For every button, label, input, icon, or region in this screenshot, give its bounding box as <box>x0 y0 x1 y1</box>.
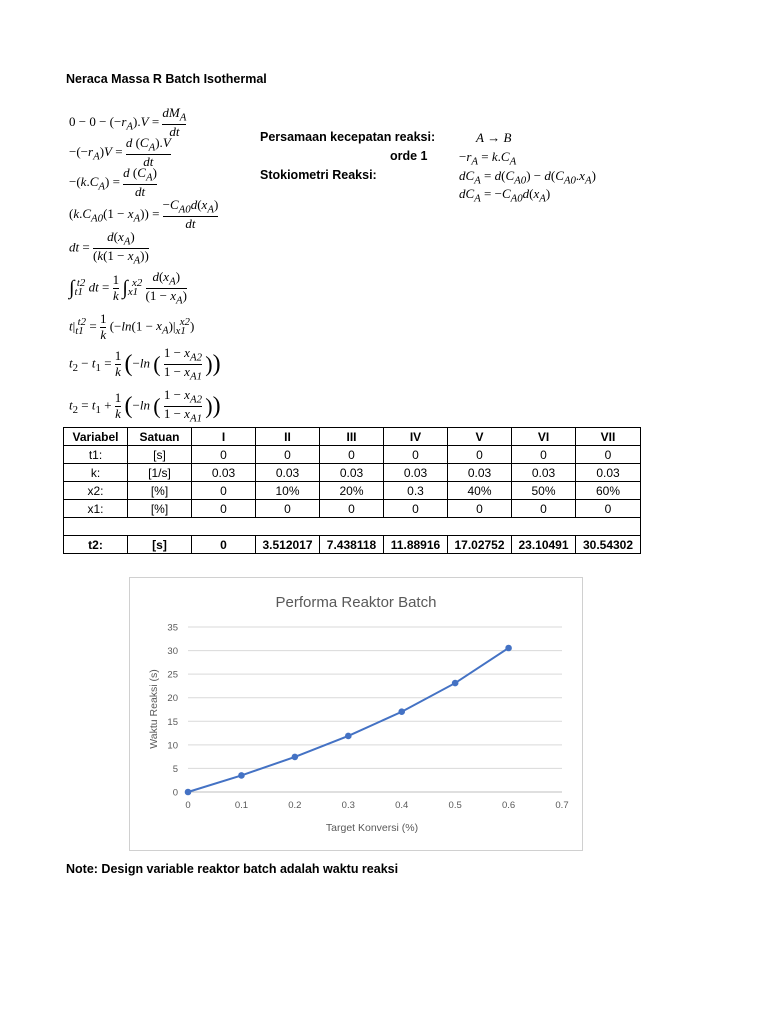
table-cell: 0 <box>384 446 448 464</box>
document-title: Neraca Massa R Batch Isothermal <box>66 72 267 86</box>
table-cell: 0.03 <box>448 464 512 482</box>
header-cell: VI <box>512 428 576 446</box>
result-cell: 17.02752 <box>448 536 512 554</box>
x-tick-label: 0.3 <box>341 800 355 811</box>
header-cell: I <box>192 428 256 446</box>
table-cell: 0.03 <box>192 464 256 482</box>
x-tick-label: 0.7 <box>555 800 569 811</box>
variable-table <box>63 427 641 554</box>
table-cell: 0.03 <box>384 464 448 482</box>
result-cell: 11.88916 <box>384 536 448 554</box>
table-cell: 0 <box>448 500 512 518</box>
table-cell: t1: <box>64 446 128 464</box>
table-cell: 0.03 <box>256 464 320 482</box>
equation-6: $\int_{t1}^{t2}$ dt = $\frac{1}{k}$ $\int_{x1}^{x2}$ $\frac{d(x_A)}{(1 - x_A)}$ <box>69 269 187 307</box>
table-cell: 0.3 <box>384 482 448 500</box>
reaction-equation: A → B <box>476 130 512 145</box>
table-cell: 0 <box>256 500 320 518</box>
result-cell: 3.512017 <box>256 536 320 554</box>
table-cell: 40% <box>448 482 512 500</box>
table-cell: 0 <box>320 500 384 518</box>
table-row <box>64 482 641 500</box>
y-axis-label: Waktu Reaksi (s) <box>148 669 160 749</box>
table-row <box>64 500 641 518</box>
data-point <box>238 772 245 779</box>
stoichiometry-equation-2: $dC_A = -C_{A0}d(x_A)$ <box>459 186 551 205</box>
rate-law-equation: $-r_A = k.C_A$ <box>459 149 517 168</box>
y-tick-label: 25 <box>167 669 178 681</box>
table-result-row <box>64 536 641 554</box>
table-cell: 0 <box>192 500 256 518</box>
equation-9: $t_2 = t_1$ + $\frac{1}{k}$ (−ln ( $\frac{1 - x_{A2}}{1 - x_{A1}}$ )) <box>69 387 221 425</box>
table-cell: [%] <box>128 482 192 500</box>
table-cell: x1: <box>64 500 128 518</box>
table-cell: 0 <box>576 446 641 464</box>
table-cell: 50% <box>512 482 576 500</box>
equation-3: $-(k.C_A)$ = $\frac{d (C_A)}{dt}$ <box>69 165 157 200</box>
table-header-row <box>64 428 641 446</box>
x-tick-label: 0 <box>185 800 191 811</box>
x-axis-label: Target Konversi (%) <box>325 822 419 834</box>
line-chart <box>130 578 582 850</box>
result-cell: 0 <box>192 536 256 554</box>
table-cell: 0 <box>320 446 384 464</box>
table-row <box>64 446 641 464</box>
result-cell: t2: <box>64 536 128 554</box>
result-cell: 30.54302 <box>576 536 641 554</box>
table-empty-row <box>64 518 641 536</box>
equation-4: $(k.C_{A0}(1 - x_A))$ = $\frac{-C_{A0}d(x_A)}{dt}$ <box>69 197 219 232</box>
table-cell: 0 <box>192 446 256 464</box>
result-cell: 7.438118 <box>320 536 384 554</box>
equation-7: $t|_{t1}^{t2}$ = $\frac{1}{k}$ $(-\ln(1 - x_A)|_{x1}^{x2})$ <box>69 311 195 342</box>
design-note: Note: Design variable reaktor batch adalah waktu reaksi <box>66 862 399 876</box>
table-cell: 0 <box>256 446 320 464</box>
header-cell: Variabel <box>64 428 128 446</box>
reaction-order-label: orde 1 <box>390 149 428 163</box>
table-cell: 0 <box>512 446 576 464</box>
header-cell: Satuan <box>128 428 192 446</box>
table-cell: [%] <box>128 500 192 518</box>
table-cell: 0 <box>448 446 512 464</box>
table-row <box>64 464 641 482</box>
x-tick-label: 0.1 <box>234 800 249 811</box>
stoichiometry-equation-1: $dC_A = d(C_{A0}) - d(C_{A0}.x_A)$ <box>459 168 596 187</box>
table-cell: 0 <box>192 482 256 500</box>
chart-container <box>129 577 583 851</box>
data-point <box>398 708 405 715</box>
table-cell: 0.03 <box>512 464 576 482</box>
y-tick-label: 0 <box>172 787 178 799</box>
result-cell: [s] <box>128 536 192 554</box>
y-tick-label: 5 <box>172 763 178 775</box>
y-tick-label: 15 <box>167 716 178 728</box>
table-cell: [1/s] <box>128 464 192 482</box>
y-tick-label: 30 <box>167 646 178 658</box>
table-cell: 0 <box>576 500 641 518</box>
header-cell: II <box>256 428 320 446</box>
equation-5: dt = $\frac{d(x_A)}{(k(1 - x_A))}$ <box>69 229 149 267</box>
stoichiometry-label: Stokiometri Reaksi: <box>260 168 377 182</box>
table-cell: 0.03 <box>576 464 641 482</box>
x-tick-label: 0.5 <box>448 800 462 811</box>
x-tick-label: 0.6 <box>501 800 516 811</box>
x-tick-label: 0.2 <box>288 800 302 811</box>
header-cell: IV <box>384 428 448 446</box>
equation-8: $t_2 - t_1$ = $\frac{1}{k}$ (−ln ( $\frac{1 - x_{A2}}{1 - x_{A1}}$ )) <box>69 345 221 383</box>
header-cell: V <box>448 428 512 446</box>
x-tick-label: 0.4 <box>395 800 409 811</box>
table-cell: 0.03 <box>320 464 384 482</box>
equation-1: $0 - 0 - (-r_A).V$ = $dM_A$ dt <box>69 105 187 140</box>
table-cell: [s] <box>128 446 192 464</box>
series-line <box>188 648 509 792</box>
data-point <box>185 789 192 796</box>
chart-title: Performa Reaktor Batch <box>275 594 437 611</box>
table-cell: 20% <box>320 482 384 500</box>
header-cell: III <box>320 428 384 446</box>
table-cell: x2: <box>64 482 128 500</box>
data-point <box>345 733 352 740</box>
table-cell: 10% <box>256 482 320 500</box>
y-tick-label: 35 <box>167 622 178 634</box>
table-cell: k: <box>64 464 128 482</box>
y-tick-label: 10 <box>167 740 178 752</box>
table-cell: 0 <box>512 500 576 518</box>
empty-cell <box>64 518 641 536</box>
table-cell: 60% <box>576 482 641 500</box>
header-cell: VII <box>576 428 641 446</box>
rate-equation-label: Persamaan kecepatan reaksi: <box>260 130 436 144</box>
result-cell: 23.10491 <box>512 536 576 554</box>
data-point <box>452 680 459 687</box>
equation-2: $-(-r_A)V$ = $\frac{d (C_A).V}{dt}$ <box>69 135 171 170</box>
data-point <box>292 754 299 761</box>
y-tick-label: 20 <box>167 693 178 705</box>
data-point <box>505 645 512 652</box>
table-cell: 0 <box>384 500 448 518</box>
